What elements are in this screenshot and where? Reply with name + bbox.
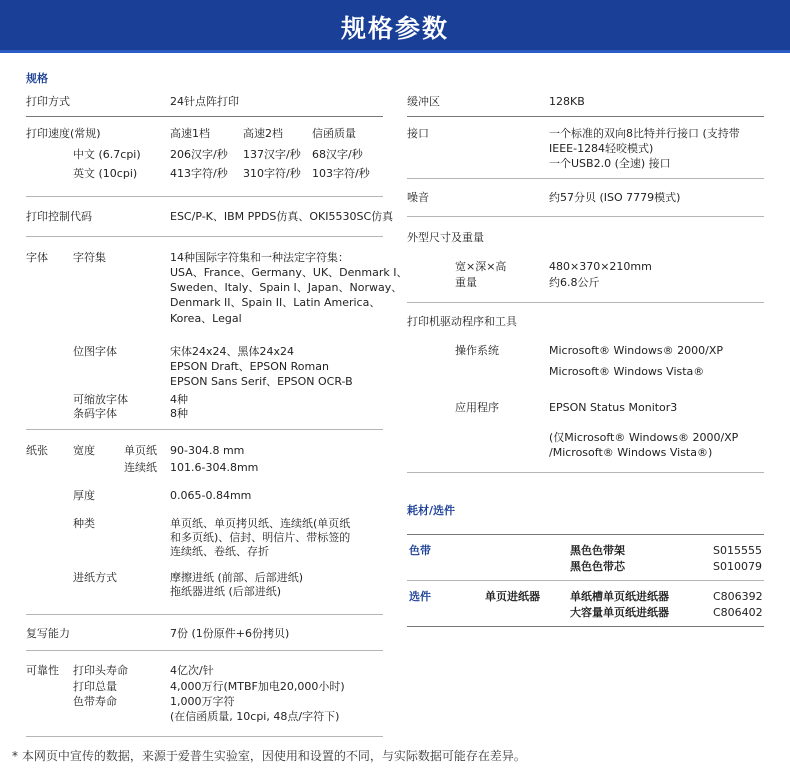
speed-value: 206汉字/秒 bbox=[170, 148, 228, 161]
speed-value: 413字符/秒 bbox=[170, 167, 228, 180]
interface-label: 接口 bbox=[407, 127, 429, 140]
size-value: 480×370×210mm bbox=[549, 260, 652, 273]
ribbon-life-label: 色带寿命 bbox=[73, 695, 117, 708]
divider bbox=[26, 736, 383, 737]
speed-value: 68汉字/秒 bbox=[312, 148, 363, 161]
print-speed-label: 打印速度(常规) bbox=[26, 127, 101, 140]
copy-value: 7份 (1份原件+6份拷贝) bbox=[170, 627, 290, 640]
paper-width-label: 宽度 bbox=[73, 444, 95, 457]
speed-row-label: 中文 (6.7cpi) bbox=[73, 148, 141, 161]
speed-col-header: 高速1档 bbox=[170, 127, 210, 140]
total-print-label: 打印总量 bbox=[73, 680, 117, 693]
divider bbox=[26, 429, 383, 430]
head-life-value: 4亿次/针 bbox=[170, 664, 214, 677]
divider bbox=[407, 580, 764, 581]
option-category: 选件 bbox=[409, 590, 431, 603]
charset-label: 字符集 bbox=[73, 251, 106, 264]
paper-types-label: 种类 bbox=[73, 517, 95, 530]
total-print-value: 4,000万行(MTBF加电20,000小时) bbox=[170, 680, 345, 693]
charset-line: Denmark II、Spain II、Latin America、 bbox=[170, 296, 381, 309]
ribbon-item-code: S010079 bbox=[713, 560, 762, 573]
paper-types-line: 和多页纸)、信封、明信片、带标签的 bbox=[170, 531, 351, 544]
buffer-label: 缓冲区 bbox=[407, 95, 440, 108]
head-life-label: 打印头寿命 bbox=[73, 664, 128, 677]
option-item-name: 大容量单页纸进纸器 bbox=[570, 606, 669, 619]
charset-line: Sweden、Italy、Spain I、Japan、Norway、 bbox=[170, 281, 403, 294]
app-value: EPSON Status Monitor3 bbox=[549, 401, 678, 414]
weight-label: 重量 bbox=[455, 276, 477, 289]
dimensions-label: 外型尺寸及重量 bbox=[407, 231, 484, 244]
continuous-value: 101.6-304.8mm bbox=[170, 461, 259, 474]
bitmap-font-line: EPSON Sans Serif、EPSON OCR-B bbox=[170, 375, 353, 388]
scalable-font-value: 4种 bbox=[170, 393, 188, 406]
ribbon-item-code: S015555 bbox=[713, 544, 762, 557]
os-line: Microsoft® Windows Vista® bbox=[549, 365, 705, 378]
ribbon-category: 色带 bbox=[409, 544, 431, 557]
speed-col-header: 高速2档 bbox=[243, 127, 283, 140]
consumables-title: 耗材/选件 bbox=[407, 504, 456, 517]
app-label: 应用程序 bbox=[455, 401, 499, 414]
feed-method-label: 进纸方式 bbox=[73, 571, 117, 584]
fonts-label: 字体 bbox=[26, 251, 48, 264]
speed-row-label: 英文 (10cpi) bbox=[73, 167, 138, 180]
single-sheet-value: 90-304.8 mm bbox=[170, 444, 245, 457]
reliability-label: 可靠性 bbox=[26, 664, 59, 677]
ribbon-life-value: 1,000万字符 bbox=[170, 695, 235, 708]
divider bbox=[407, 178, 764, 179]
os-line: Microsoft® Windows® 2000/XP bbox=[549, 344, 724, 357]
divider bbox=[407, 216, 764, 217]
control-code-label: 打印控制代码 bbox=[26, 210, 92, 223]
divider bbox=[26, 116, 383, 117]
barcode-font-value: 8种 bbox=[170, 407, 188, 420]
continuous-label: 连续纸 bbox=[124, 461, 157, 474]
footer-note: * 本网页中宣传的数据，来源于爱普生实验室，因使用和设置的不同，与实际数据可能存在差异。 bbox=[12, 749, 526, 763]
drivers-label: 打印机驱动程序和工具 bbox=[407, 315, 517, 328]
barcode-font-label: 条码字体 bbox=[73, 407, 117, 420]
divider bbox=[407, 626, 764, 627]
thickness-value: 0.065-0.84mm bbox=[170, 489, 252, 502]
weight-value: 约6.8公斤 bbox=[549, 276, 600, 289]
print-method-label: 打印方式 bbox=[26, 95, 70, 108]
option-item-name: 单纸槽单页纸进纸器 bbox=[570, 590, 669, 603]
option-subcategory: 单页进纸器 bbox=[485, 590, 540, 603]
paper-types-line: 单页纸、单页拷贝纸、连续纸(单页纸 bbox=[170, 517, 351, 530]
ribbon-item-name: 黑色色带芯 bbox=[570, 560, 625, 573]
feed-method-line: 摩擦进纸 (前部、后部进纸) bbox=[170, 571, 304, 584]
copy-label: 复写能力 bbox=[26, 627, 70, 640]
noise-label: 噪音 bbox=[407, 191, 429, 204]
bitmap-font-line: EPSON Draft、EPSON Roman bbox=[170, 360, 329, 373]
interface-line: 一个USB2.0 (全速) 接口 bbox=[549, 157, 671, 170]
size-label: 宽×深×高 bbox=[455, 260, 507, 273]
speed-value: 310字符/秒 bbox=[243, 167, 301, 180]
paper-types-line: 连续纸、卷纸、存折 bbox=[170, 545, 269, 558]
divider bbox=[26, 236, 383, 237]
interface-line: IEEE-1284轻咬模式) bbox=[549, 142, 654, 155]
speed-value: 103字符/秒 bbox=[312, 167, 370, 180]
feed-method-line: 拖纸器进纸 (后部进纸) bbox=[170, 585, 282, 598]
option-item-code: C806402 bbox=[713, 606, 763, 619]
buffer-value: 128KB bbox=[549, 95, 585, 108]
ribbon-life-note: (在信函质量, 10cpi, 48点/字符下) bbox=[170, 710, 340, 723]
divider bbox=[26, 650, 383, 651]
charset-line: Korea、Legal bbox=[170, 312, 242, 325]
bitmap-font-line: 宋体24x24、黑体24x24 bbox=[170, 345, 295, 358]
app-note: /Microsoft® Windows Vista®) bbox=[549, 446, 713, 459]
single-sheet-label: 单页纸 bbox=[124, 444, 157, 457]
divider bbox=[407, 302, 764, 303]
os-label: 操作系统 bbox=[455, 344, 499, 357]
paper-label: 纸张 bbox=[26, 444, 48, 457]
divider bbox=[407, 472, 764, 473]
section-title-specs: 规格 bbox=[26, 72, 48, 85]
scalable-font-label: 可缩放字体 bbox=[73, 393, 128, 406]
print-method-value: 24针点阵打印 bbox=[170, 95, 239, 108]
speed-value: 137汉字/秒 bbox=[243, 148, 301, 161]
divider bbox=[407, 116, 764, 117]
speed-col-header: 信函质量 bbox=[312, 127, 356, 140]
ribbon-item-name: 黑色色带架 bbox=[570, 544, 625, 557]
bitmap-font-label: 位图字体 bbox=[73, 345, 117, 358]
divider bbox=[26, 196, 383, 197]
option-item-code: C806392 bbox=[713, 590, 763, 603]
interface-line: 一个标准的双向8比特并行接口 (支持带 bbox=[549, 127, 740, 140]
divider bbox=[26, 614, 383, 615]
app-note: (仅Microsoft® Windows® 2000/XP bbox=[549, 431, 739, 444]
divider bbox=[407, 534, 764, 535]
charset-line: 14种国际字符集和一种法定字符集： bbox=[170, 251, 349, 264]
header-banner bbox=[0, 0, 790, 53]
page-title: 规格参数 bbox=[340, 14, 449, 43]
noise-value: 约57分贝 (ISO 7779模式) bbox=[549, 191, 681, 204]
thickness-label: 厚度 bbox=[73, 489, 95, 502]
control-code-value: ESC/P-K、IBM PPDS仿真、OKI5530SC仿真 bbox=[170, 210, 394, 223]
charset-line: USA、France、Germany、UK、Denmark I、 bbox=[170, 266, 408, 279]
